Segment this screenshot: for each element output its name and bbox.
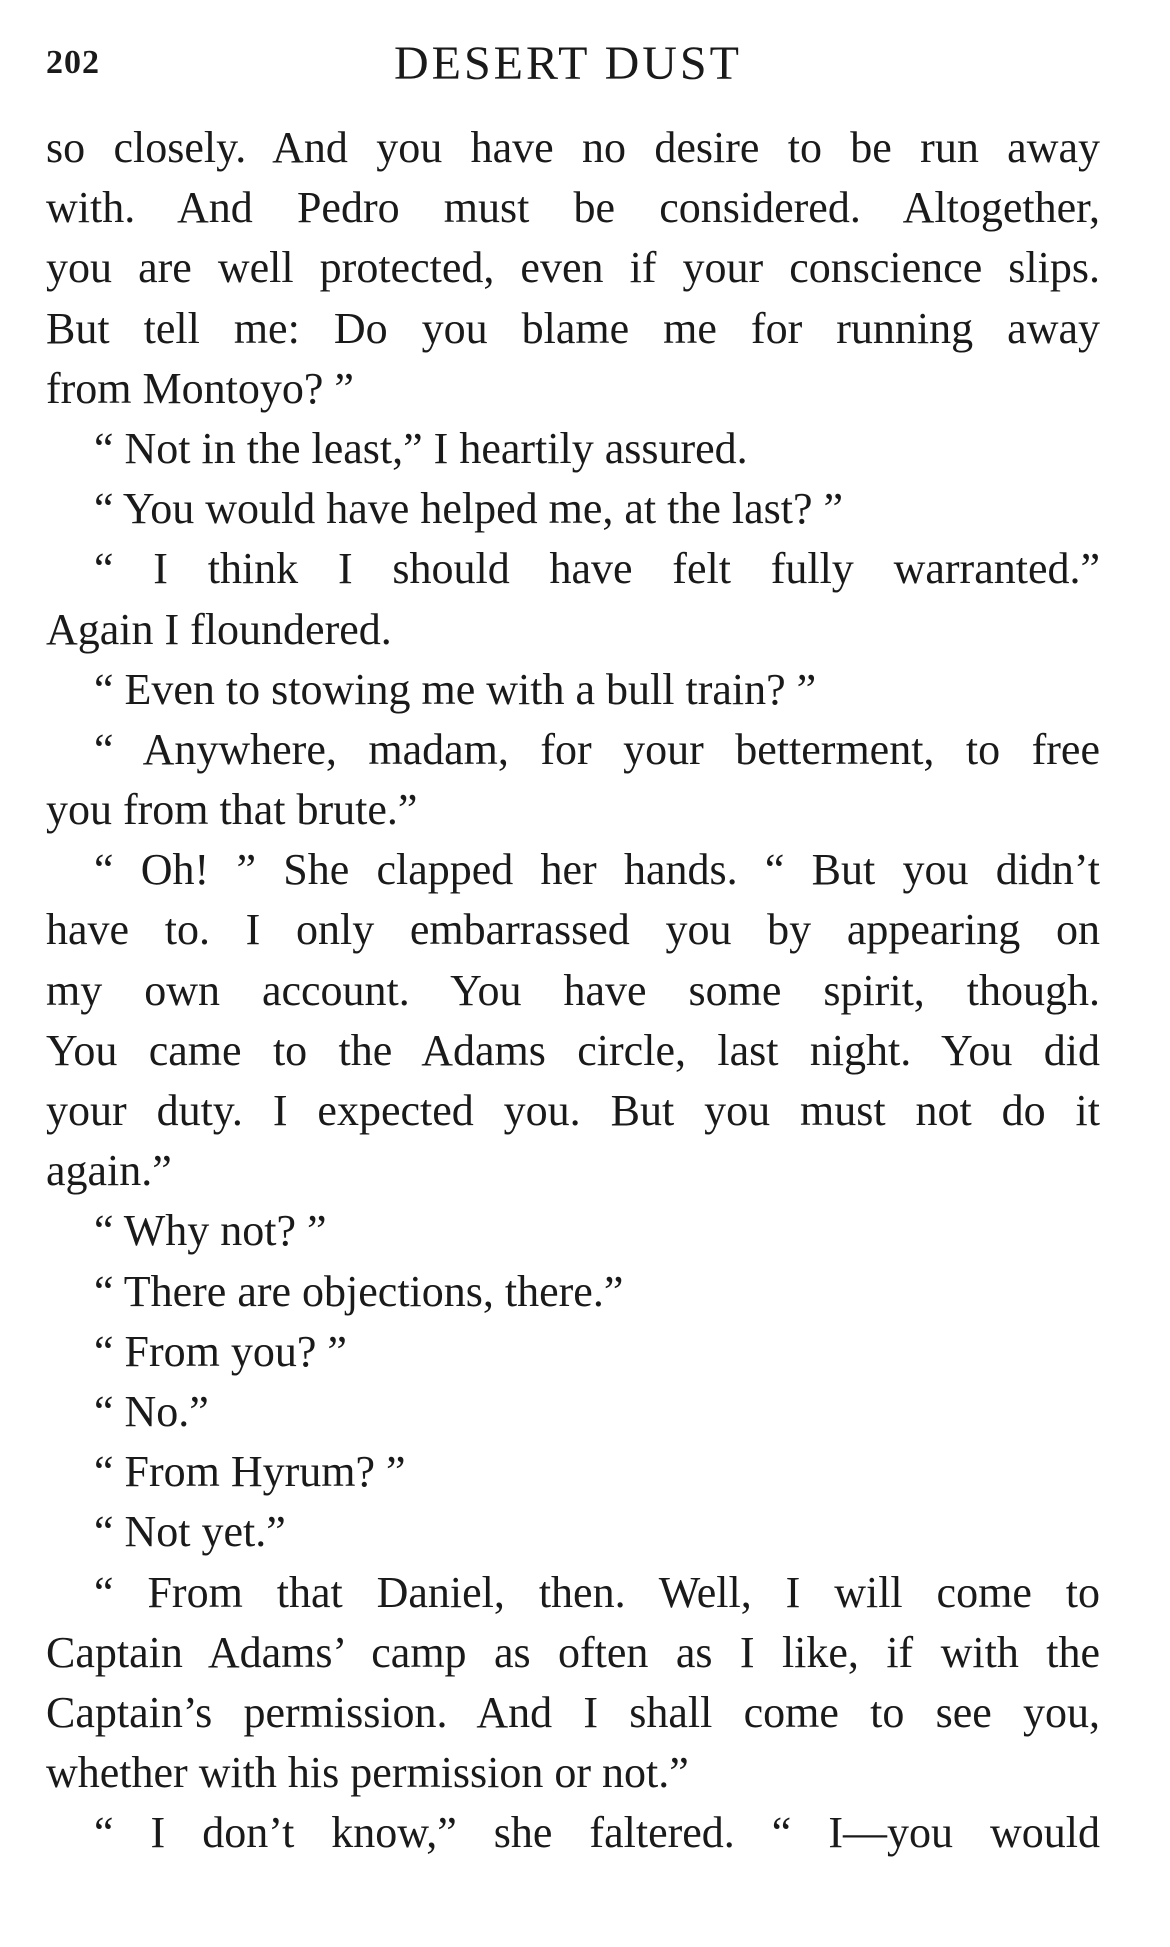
text-line: with. And Pedro must be considered. Altogether, [46, 183, 1100, 233]
text-line: “ Anywhere, madam, for your betterment, to free [94, 724, 1100, 774]
text-line: so closely. And you have no desire to be run away [46, 123, 1100, 172]
text-line: “ I don’t know,” she faltered. “ I—you would [94, 1808, 1100, 1858]
text-line: “ Even to stowing me with a bull train? ” [94, 664, 817, 714]
text-line: from Montoyo? ” [46, 363, 354, 413]
text-line: “ From you? ” [94, 1326, 347, 1376]
text-line: Again I floundered. [46, 604, 392, 654]
text-line: But tell me: Do you blame me for running away [46, 303, 1100, 353]
text-line: Captain’s permission. And I shall come to see you, [46, 1687, 1100, 1737]
body-text [46, 118, 1100, 1863]
text-line: have to. I only embarrassed you by appearing on [46, 905, 1100, 955]
text-line: “ From Hyrum? ” [94, 1447, 406, 1497]
text-line: you are well protected, even if your conscience slips. [46, 243, 1100, 293]
text-line: my own account. You have some spirit, though. [46, 965, 1100, 1015]
text-line: whether with his permission or not.” [46, 1748, 689, 1798]
text-line: “ Not yet.” [94, 1507, 286, 1557]
text-line: you from that brute.” [46, 785, 418, 835]
text-line: “ I think I should have felt fully warranted.” [94, 544, 1100, 594]
text-line: “ There are objections, there.” [94, 1266, 624, 1316]
text-line: again.” [46, 1146, 172, 1196]
text-line: “ Why not? ” [94, 1206, 327, 1256]
text-line: You came to the Adams circle, last night. You did [46, 1025, 1100, 1075]
text-line: “ Not in the least,” I heartily assured. [94, 423, 748, 473]
text-line: “ From that Daniel, then. Well, I will come to [94, 1567, 1100, 1617]
text-line: “ No.” [94, 1386, 209, 1436]
text-line: “ Oh! ” She clapped her hands. “ But you didn’t [94, 845, 1100, 895]
text-line: your duty. I expected you. But you must not do it [46, 1086, 1100, 1135]
text-line: Captain Adams’ camp as often as I like, if with the [46, 1627, 1100, 1677]
running-head: DESERT DUST [394, 37, 742, 90]
page-number: 202 [46, 44, 100, 81]
text-line: “ You would have helped me, at the last? ” [94, 484, 844, 534]
page-header [46, 36, 1100, 96]
